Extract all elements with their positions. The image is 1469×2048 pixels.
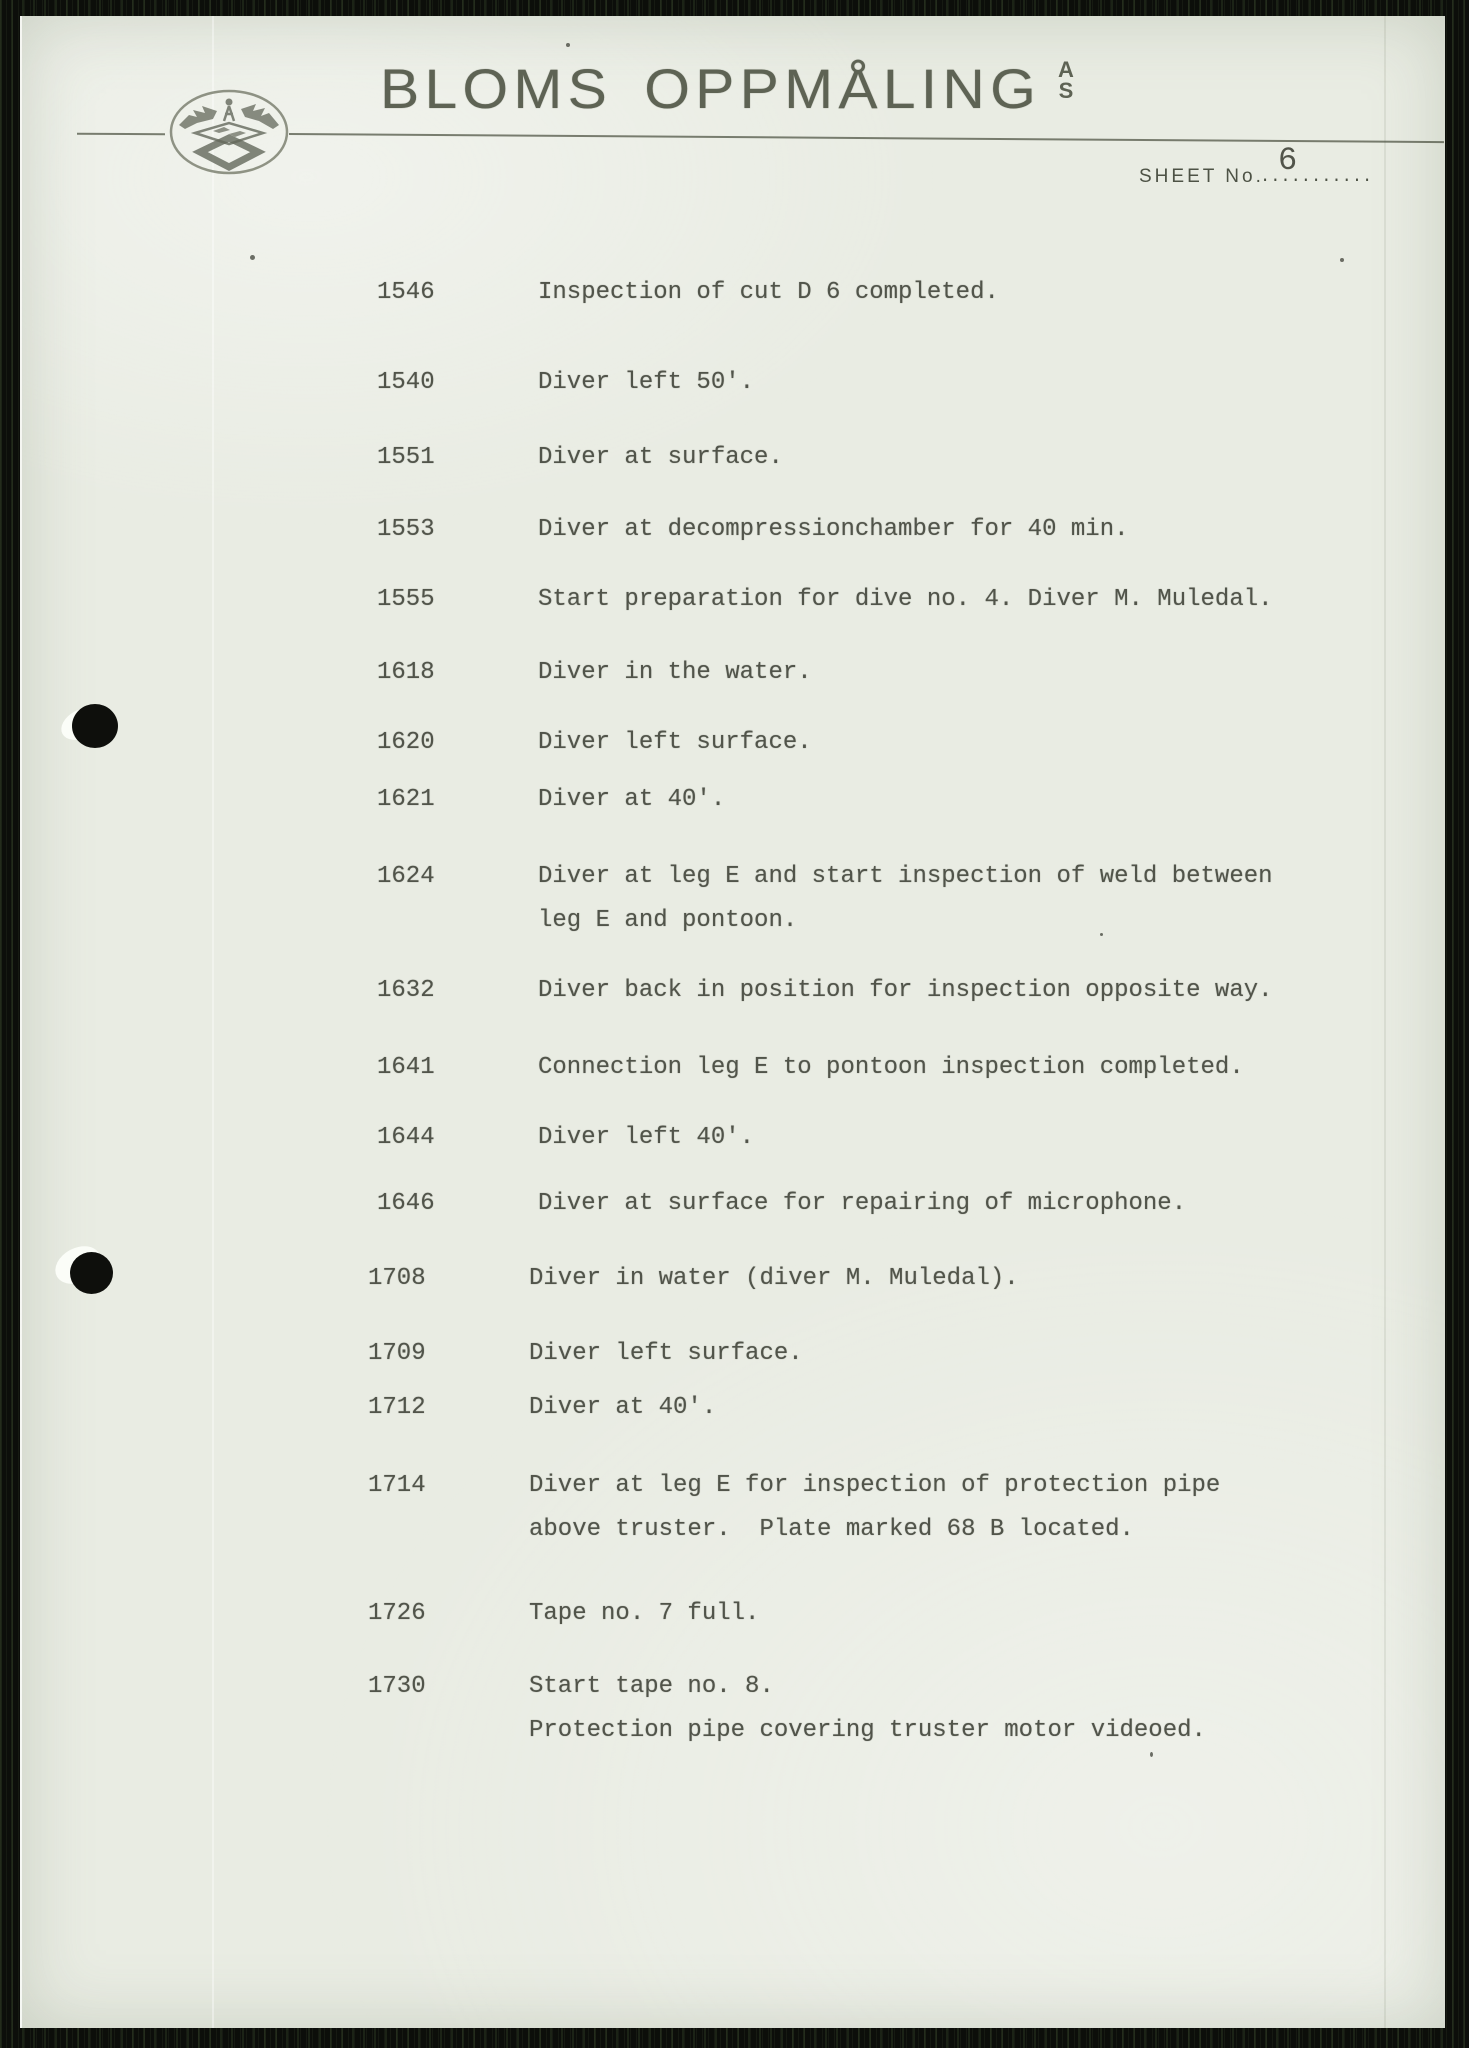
log-entry-time: 1540 [377, 369, 435, 396]
log-entry [22, 508, 1445, 552]
log-entry-lines [538, 578, 1445, 622]
hole-punch-hole [72, 704, 118, 748]
sheet-number-value: 6 [1278, 142, 1298, 179]
sheet-number-dotted-line: ........... [1260, 168, 1373, 187]
log-entry [22, 778, 1445, 822]
company-suffix [1058, 57, 1074, 103]
log-entry-lines [538, 508, 1445, 552]
log-entry-text: Diver left surface. [529, 1340, 803, 1367]
log-entry [22, 855, 1445, 943]
log-entry-lines [538, 969, 1445, 1013]
log-entry [22, 1386, 1445, 1430]
company-suffix-bottom: S [1058, 77, 1074, 103]
log-entry-lines [538, 361, 1445, 405]
log-entry-text: Diver at surface. [538, 444, 783, 471]
log-entry-text: Protection pipe covering truster motor videoed. [529, 1717, 1206, 1744]
log-entry-time: 1726 [368, 1600, 426, 1627]
log-entry-text: Start preparation for dive no. 4. Diver M. Muledal. [538, 586, 1273, 613]
log-entry-text: Diver at 40'. [538, 786, 726, 813]
log-entry [22, 721, 1445, 765]
log-entry-lines [529, 1665, 1445, 1753]
log-entry-lines [529, 1257, 1445, 1301]
log-entry-text: Diver in water (diver M. Muledal). [529, 1265, 1019, 1292]
log-entry-lines [538, 436, 1445, 480]
log-entry-lines [529, 1592, 1445, 1636]
paper-speck [1100, 933, 1103, 936]
log-entry-time: 1708 [368, 1265, 426, 1292]
log-entry-time: 1621 [377, 786, 435, 813]
log-entry [22, 1665, 1445, 1753]
log-entry-lines [538, 271, 1445, 315]
log-entry-text: Diver at leg E for inspection of protection pipe [529, 1472, 1221, 1499]
log-entry-text: Diver back in position for inspection opposite way. [538, 977, 1273, 1004]
log-entry [22, 578, 1445, 622]
log-entry-text: Tape no. 7 full. [529, 1600, 760, 1627]
log-entry-time: 1730 [368, 1673, 426, 1700]
log-entry-text: above truster. Plate marked 68 B located. [529, 1516, 1134, 1543]
log-entry [22, 1332, 1445, 1376]
paper-speck [1340, 258, 1344, 262]
log-entry-text: Inspection of cut D 6 completed. [538, 279, 999, 306]
log-entry-lines [538, 778, 1445, 822]
log-entry-text: Diver at 40'. [529, 1394, 717, 1421]
log-entry-time: 1712 [368, 1394, 426, 1421]
log-entry-lines [538, 721, 1445, 765]
company-name: BLOMS OPPMÅLING [380, 57, 1042, 120]
log-entry-time: 1553 [377, 516, 435, 543]
document-page [20, 16, 1445, 2028]
log-entry-lines [538, 1182, 1445, 1226]
log-entry-lines [538, 651, 1445, 695]
log-entry-text: Start tape no. 8. [529, 1673, 774, 1700]
company-suffix-top: A [1058, 57, 1074, 82]
log-entry-lines [538, 855, 1445, 943]
log-entry-time: 1618 [377, 659, 435, 686]
log-entry-text: Diver left 40'. [538, 1124, 755, 1151]
log-entry-time: 1555 [377, 586, 435, 613]
log-entry [22, 1592, 1445, 1636]
log-entries [22, 271, 1445, 1781]
log-entry-time: 1624 [377, 863, 435, 890]
log-entry [22, 969, 1445, 1013]
hole-punch-hole [70, 1252, 113, 1294]
log-entry-text: Diver in the water. [538, 659, 812, 686]
log-entry [22, 361, 1445, 405]
log-entry-time: 1709 [368, 1340, 426, 1367]
log-entry-text: leg E and pontoon. [538, 907, 798, 934]
log-entry-text: Diver at surface for repairing of microphone. [538, 1190, 1187, 1217]
header-rule [77, 133, 165, 135]
log-entry-text: Diver at leg E and start inspection of weld between [538, 863, 1273, 890]
log-entry-time: 1714 [368, 1472, 426, 1499]
log-entry-text: Diver left surface. [538, 729, 812, 756]
paper-speck [250, 255, 255, 260]
log-entry-lines [538, 1046, 1445, 1090]
log-entry-lines [538, 1116, 1445, 1160]
log-entry [22, 436, 1445, 480]
header-rule [289, 133, 1444, 143]
paper-speck [1150, 1752, 1153, 1757]
log-entry [22, 1464, 1445, 1552]
sheet-number-label: SHEET No. [1139, 166, 1264, 187]
log-entry-time: 1644 [377, 1124, 435, 1151]
log-entry-time: 1641 [377, 1054, 435, 1081]
log-entry [22, 1046, 1445, 1090]
log-entry-time: 1551 [377, 444, 435, 471]
company-logo-emblem [167, 86, 291, 178]
log-entry [22, 1182, 1445, 1226]
log-entry-text: Diver at decompressionchamber for 40 min. [538, 516, 1129, 543]
log-entry [22, 1116, 1445, 1160]
log-entry-time: 1546 [377, 279, 435, 306]
log-entry-time: 1632 [377, 977, 435, 1004]
log-entry [22, 1257, 1445, 1301]
log-entry-lines [529, 1332, 1445, 1376]
paper-speck [566, 43, 570, 47]
log-entry-time: 1620 [377, 729, 435, 756]
log-entry [22, 271, 1445, 315]
log-entry-lines [529, 1464, 1445, 1552]
log-entry-lines [529, 1386, 1445, 1430]
log-entry-text: Diver left 50'. [538, 369, 755, 396]
log-entry [22, 651, 1445, 695]
log-entry-time: 1646 [377, 1190, 435, 1217]
log-entry-text: Connection leg E to pontoon inspection completed. [538, 1054, 1244, 1081]
